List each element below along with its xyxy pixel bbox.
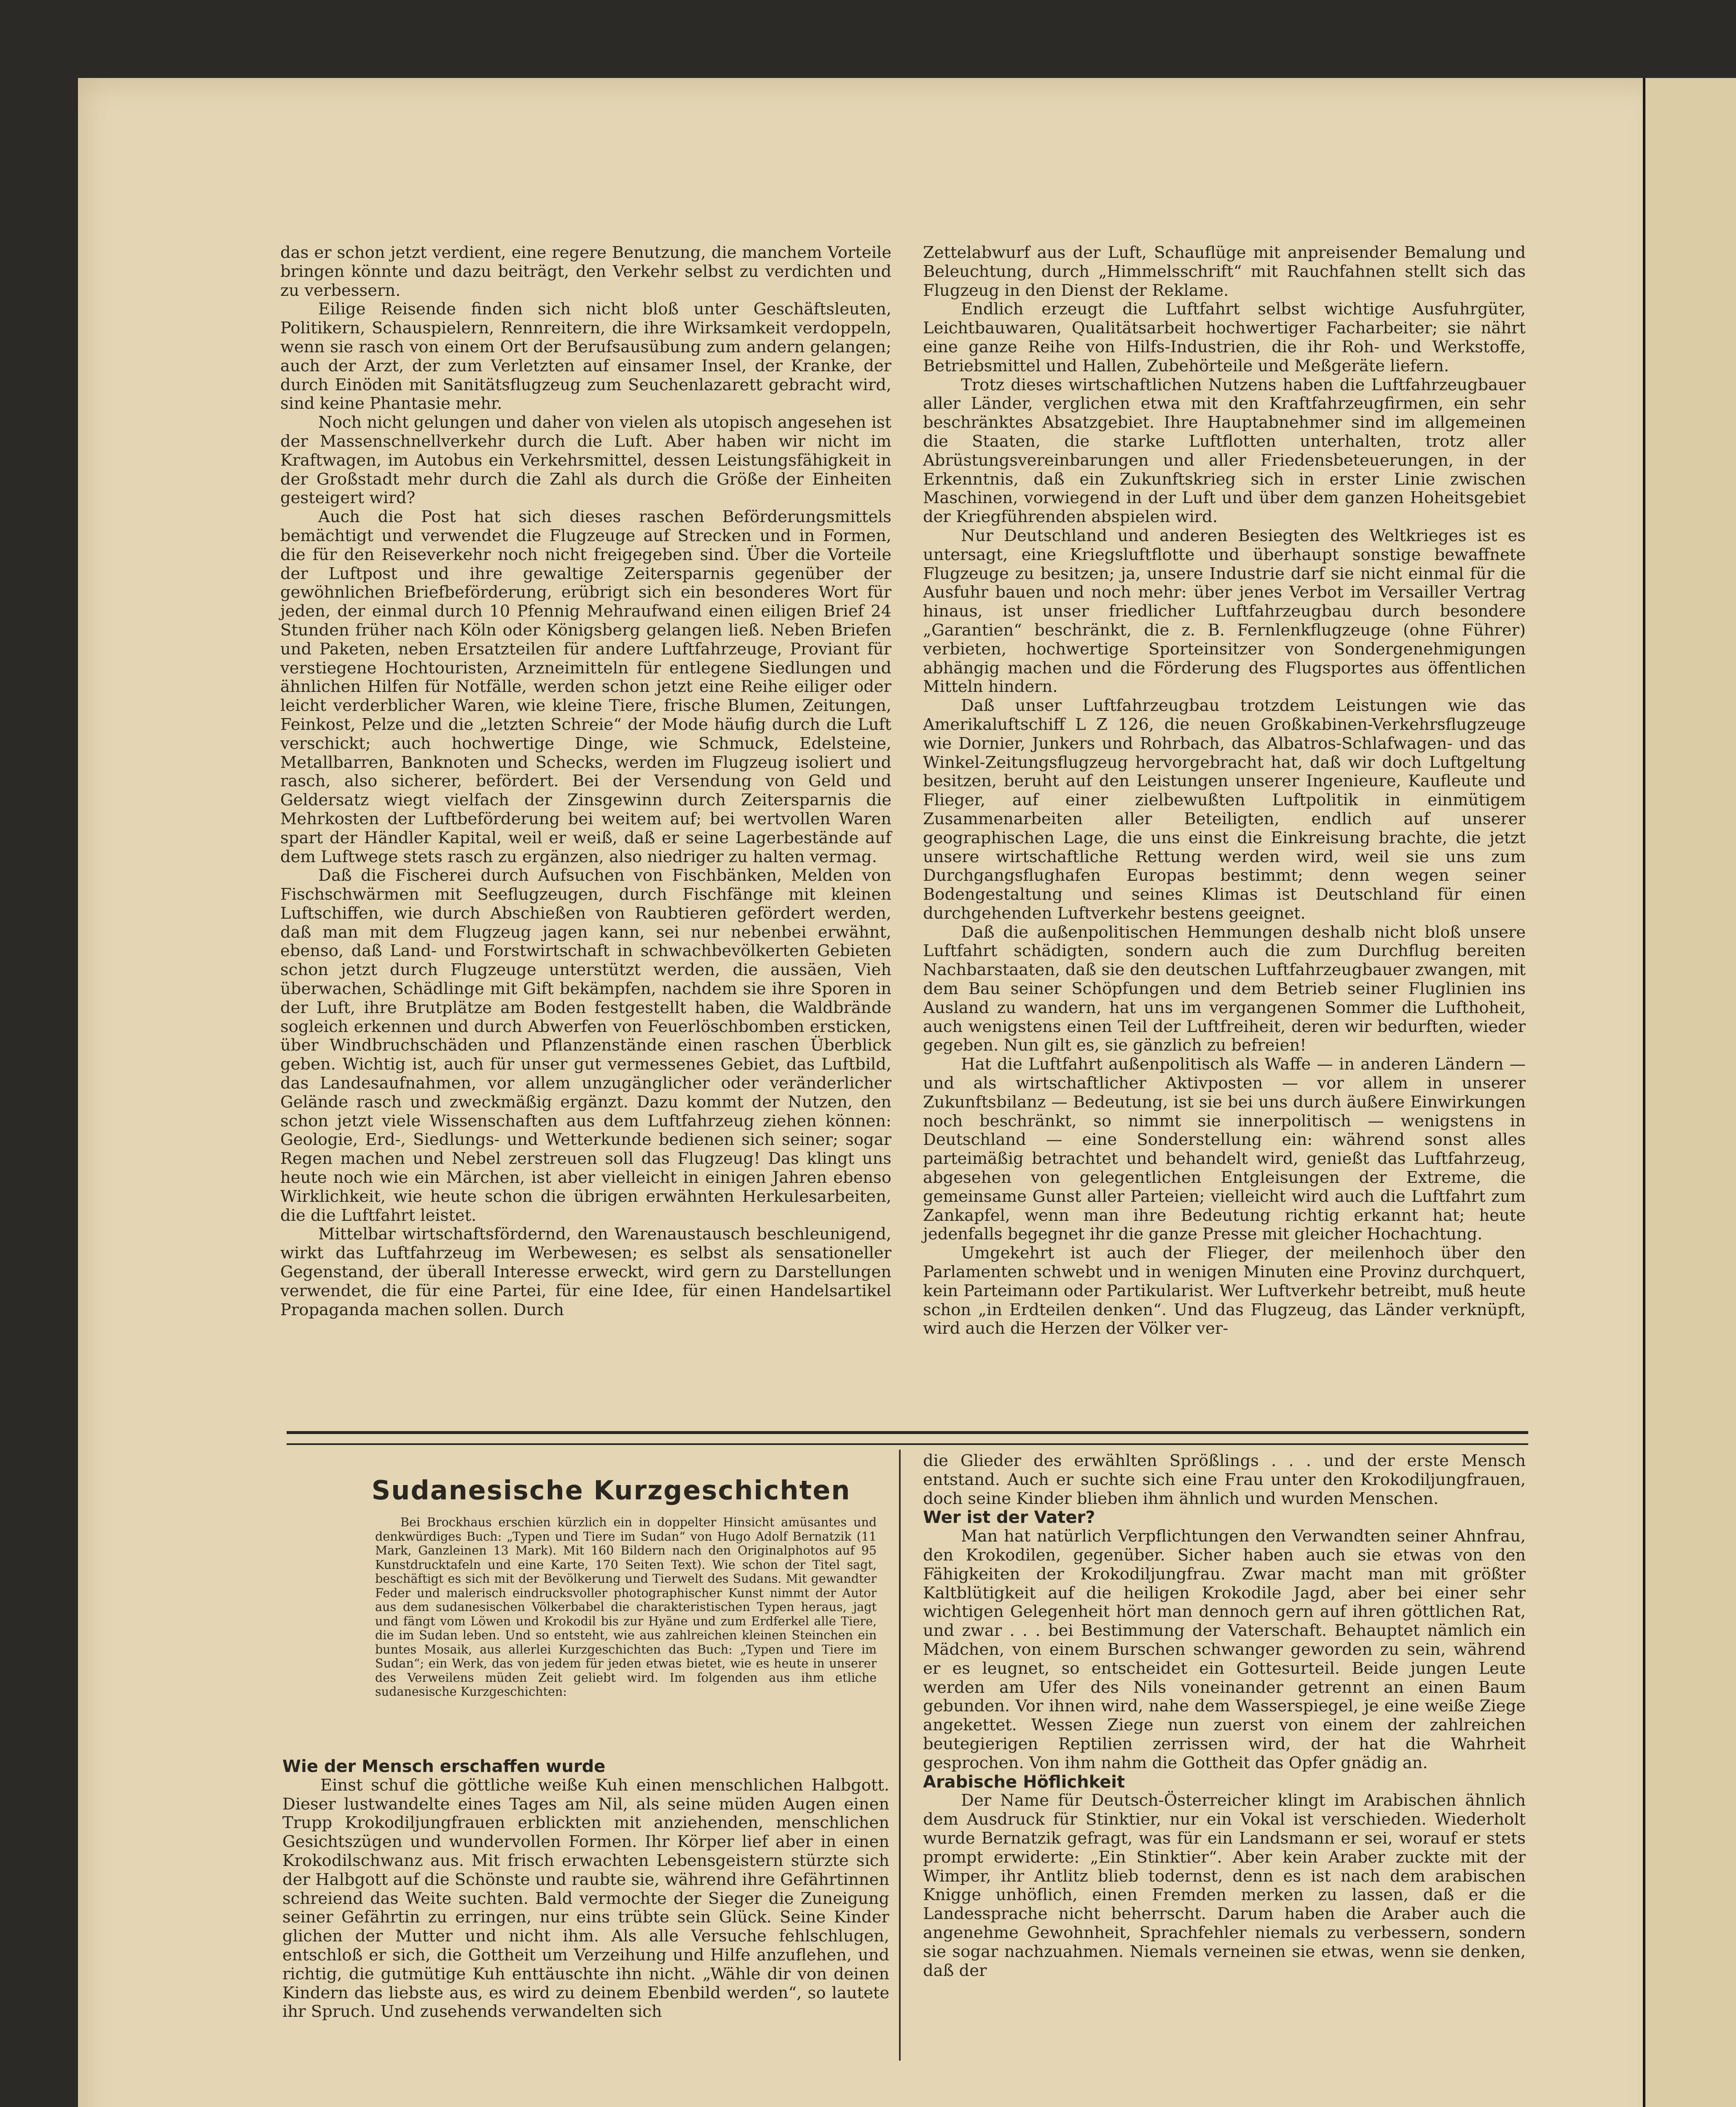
story-right-column bbox=[923, 1452, 1526, 1980]
story-headline: Sudanesische Kurzgeschichten bbox=[371, 1475, 851, 1506]
article-right-column bbox=[923, 244, 1526, 1338]
story-intro bbox=[375, 1515, 877, 1699]
story-left-column bbox=[282, 1757, 889, 2021]
paragraph: Auch die Post hat sich dieses raschen Beförderungsmittels bemächtigt und verwendet die Flugzeuge auf Strecken und in Formen, die für den Reiseverkehr noch nicht freigegeben sind. Über die Vorteile der Luftpost und ihre gewaltige Zeitersparnis gegenüber der gewöhnlichen Briefbeförderung, erübrigt sich ein besonderes Wort für jeden, der einmal durch 10 Pfennig Mehraufwand einen eiligen Brief 24 Stunden früher nach Köln oder Königsberg gelangen ließ. Neben Briefen und Paketen, neben Ersatzteilen für andere Luftfahrzeuge, Proviant für verstiegene Hochtouristen, Arzneimitteln für entlegene Siedlungen und ähnlichen Hilfen für Notfälle, werden schon jetzt eine Reihe eiliger oder leicht verderblicher Waren, wie kleine Tiere, frische Blumen, Zeitungen, Feinkost, Pelze und die „letzten Schreie“ der Mode häufig durch die Luft verschickt; auch hochwertige Dinge, wie Schmuck, Edelsteine, Metallbarren, Banknoten und Schecks, werden im Flugzeug isoliert und rasch, also sicherer, befördert. Bei der Versendung von Geld und Geldersatz wiegt vielfach der Zinsgewinn durch Zeitersparnis die Mehrkosten der Luftbeförderung bei weitem auf; bei wertvollen Waren spart der Händler Kapital, weil er weiß, daß er seine Lagerbestände auf dem Luftwege stets rasch zu ergänzen, also niedriger zu halten vermag. bbox=[280, 507, 891, 866]
section-divider bbox=[287, 1431, 1528, 1445]
paragraph: Zettelabwurf aus der Luft, Schauflüge mit anpreisender Bemalung und Beleuchtung, durch „Himmelsschrift“ mit Rauchfahnen stellt sich das Flugzeug in den Dienst der Reklame. bbox=[923, 243, 1526, 300]
paragraph: Noch nicht gelungen und daher von vielen als utopisch angesehen ist der Massenschnellverkehr durch die Luft. Aber haben wir nicht im Kraftwagen, im Autobus ein Verkehrsmittel, dessen Leistungsfähigkeit in der Großstadt mehr durch die Zahl als durch die Größe der Einheiten gesteigert wird? bbox=[280, 413, 891, 508]
paragraph: das er schon jetzt verdient, eine regere Benutzung, die manchem Vorteile bringen könnte und dazu beiträgt, den Verkehr selbst zu verdichten und zu verbessern. bbox=[280, 243, 891, 300]
paragraph: Endlich erzeugt die Luftfahrt selbst wichtige Ausfuhrgüter, Leichtbauwaren, Qualitätsarbeit hochwertiger Facharbeiter; sie nährt eine ganze Reihe von Hilfs-Industrien, die ihr Roh- und Werkstoffe, Betriebsmittel und Hallen, Zubehörteile und Meßgeräte liefern. bbox=[923, 300, 1526, 375]
subheading: Arabische Höflichkeit bbox=[923, 1772, 1125, 1792]
paragraph: Daß die Fischerei durch Aufsuchen von Fischbänken, Melden von Fischschwärmen mit Seeflugzeugen, durch Fischfänge mit kleinen Luftschiffen, wie durch Abschießen von Raubtieren gefördert werden, daß man mit dem Flugzeug jagen kann, sei nur nebenbei erwähnt, ebenso, daß Land- und Forstwirtschaft in schwachbevölkerten Gebieten schon jetzt durch Flugzeuge unterstützt werden, die aussäen, Vieh überwachen, Schädlinge mit Gift bekämpfen, nachdem sie ihre Sporen in der Luft, ihre Brutplätze am Boden festgestellt haben, die Waldbrände sogleich erkennen und durch Abwerfen von Feuerlöschbomben ersticken, über Windbruchschäden und Pflanzenstände einen raschen Überblick geben. Wichtig ist, auch für unser gut vermessenes Gebiet, das Luftbild, das Landesaufnahmen, vor allem unzugänglicher oder veränderlicher Gelände rasch und zweckmäßig ergänzt. Dazu kommt der Nutzen, den schon jetzt viele Wissenschaften aus dem Luftfahrzeug ziehen können: Geologie, Erd-, Siedlungs- und Wetterkunde bedienen sich seiner; sogar Regen machen und Nebel zerstreuen soll das Flugzeug! Das klingt uns heute noch wie ein Märchen, ist aber vielleicht in einigen Jahren ebenso Wirklichkeit, wie heute schon die übrigen erwähnten Herkulesarbeiten, die die Luftfahrt leistet. bbox=[280, 866, 891, 1225]
column-rule bbox=[899, 1450, 901, 2061]
paragraph: Daß die außenpolitischen Hemmungen deshalb nicht bloß unsere Luftfahrt schädigten, sondern auch die zum Durchflug bereiten Nachbarstaaten, daß sie den deutschen Luftfahrzeugbauer zwangen, mit dem Bau seiner Schöpfungen und dem Betrieb seiner Fluglinien ins Ausland zu wandern, hat uns im vergangenen Sommer die Lufthoheit, auch wenigstens einen Teil der Luftfreiheit, deren wir bedurften, wieder gegeben. Nun gilt es, sie gänzlich zu befreien! bbox=[923, 922, 1526, 1055]
paragraph: Umgekehrt ist auch der Flieger, der meilenhoch über den Parlamenten schwebt und in wenigen Minuten eine Provinz durchquert, kein Parteimann oder Partikularist. Wer Luftverkehr betreibt, muß heute schon „in Erdteilen denken“. Und das Flugzeug, das Länder verknüpft, wird auch die Herzen der Völker ver- bbox=[923, 1244, 1526, 1338]
adjacent-page-edge bbox=[1643, 78, 1736, 2107]
paragraph: Trotz dieses wirtschaftlichen Nutzens haben die Luftfahrzeugbauer aller Länder, verglichen etwa mit den Kraftfahrzeugfirmen, ein sehr beschränktes Absatzgebiet. Ihre Hauptabnehmer sind im allgemeinen die Staaten, die starke Luftflotten unterhalten, trotz aller Abrüstungsvereinbarungen und aller Friedensbeteuerungen, in der Erkenntnis, daß ein Zukunftskrieg sich in erster Linie zwischen Maschinen, vorwiegend in der Luft und über dem ganzen Hoheitsgebiet der Kriegführenden abspielen wird. bbox=[923, 375, 1526, 527]
paragraph: Einst schuf die göttliche weiße Kuh einen menschlichen Halbgott. Dieser lustwandelte eines Tages am Nil, als seine müden Augen einen Trupp Krokodiljungfrauen erblickten mit anziehenden, menschlichen Gesichtszügen und wundervollen Formen. Ihr Körper lief aber in einen Krokodilschwanz aus. Mit frisch erwachten Lebensgeistern stürzte sich der Halbgott auf die Schönste und raubte sie, während ihre Gefährtinnen schreiend das Weite suchten. Bald vermochte der Sieger die Zuneigung seiner Gefährtin zu erringen, nur eins trübte sein Glück. Seine Kinder glichen der Mutter und nicht ihm. Als alle Versuche fehlschlugen, entschloß er sich, die Gottheit um Verzeihung und Hilfe anzuflehen, und richtig, die gutmütige Kuh enttäuschte ihn nicht. „Wähle dir von deinen Kindern das liebste aus, es wird zu deinem Ebenbild werden“, so lautete ihr Spruch. Und zusehends verwandelten sich bbox=[282, 1775, 889, 2021]
paragraph: Nur Deutschland und anderen Besiegten des Weltkrieges ist es untersagt, eine Kriegsluftflotte und überhaupt sonstige bewaffnete Flugzeuge zu besitzen; ja, unsere Industrie darf sie nicht einmal für die Ausfuhr bauen und noch mehr: über jenes Verbot im Versailler Vertrag hinaus, ist unser friedlicher Luftfahrzeugbau durch besondere „Garantien“ beschränkt, die z. B. Fernlenkflugzeuge (ohne Führer) verbieten, hochwertige Sporteinsitzer von Sondergenehmigungen abhängig machen und die Förderung des Flugsportes aus öffentlichen Mitteln hindern. bbox=[923, 526, 1526, 697]
paragraph: Der Name für Deutsch-Österreicher klingt im Arabischen ähnlich dem Ausdruck für Stinktier, nur ein Vokal ist verschieden. Wiederholt wurde Bernatzik gefragt, was für ein Landsmann er sei, worauf er stets prompt erwiderte: „Ein Stinktier“. Aber kein Araber zuckte mit der Wimper, ihr Antlitz blieb todernst, denn es ist nach dem arabischen Knigge unhöflich, einen Fremden merken zu lassen, daß er die Landessprache nicht beherrscht. Darum haben die Araber auch die angenehme Gewohnheit, Sprachfehler niemals zu verbessern, sondern sie sogar nachzuahmen. Niemals verneinen sie etwas, wenn sie denken, daß der bbox=[923, 1791, 1526, 1980]
paragraph: die Glieder des erwählten Sprößlings . . . und der erste Mensch entstand. Auch er suchte sich eine Frau unter den Krokodiljungfrauen, doch seine Kinder blieben ihm ähnlich und wurden Menschen. bbox=[923, 1451, 1526, 1508]
article-left-column bbox=[280, 244, 891, 1319]
intro-paragraph: Bei Brockhaus erschien kürzlich ein in doppelter Hinsicht amüsantes und denkwürdiges Buch: „Typen und Tiere im Sudan“ von Hugo Adolf Bernatzik (11 Mark, Ganzleinen 13 Mark). Mit 160 Bildern nach den Originalphotos auf 95 Kunstdrucktafeln und eine Karte, 170 Seiten Text). Wie schon der Titel sagt, beschäftigt es sich mit der Bevölkerung und Tierwelt des Sudans. Mit gewandter Feder und malerisch eindrucksvoller photographischer Kunst nimmt der Autor aus dem sudanesischen Völkerbabel die charakteristischen Typen heraus, jagt und fängt vom Löwen und Krokodil bis zur Hyäne und zum Erdferkel alle Tiere, die im Sudan leben. Und so entsteht, wie aus zahlreichen kleinen Steinchen ein buntes Mosaik, aus allerlei Kurzgeschichten das Buch: „Typen und Tiere im Sudan“; ein Werk, das von jedem für jeden etwas bietet, wie es heute in unserer des Verweilens müden Zeit geliebt wird. Im folgenden aus ihm etliche sudanesische Kurzgeschichten: bbox=[375, 1515, 877, 1699]
paragraph: Mittelbar wirtschaftsfördernd, den Warenaustausch beschleunigend, wirkt das Luftfahrzeug im Werbewesen; es selbst als sensationeller Gegenstand, der überall Interesse erweckt, wird gern zu Darstellungen verwendet, die für eine Partei, für eine Idee, für einen Handelsartikel Propaganda machen sollen. Durch bbox=[280, 1225, 891, 1319]
paragraph: Daß unser Luftfahrzeugbau trotzdem Leistungen wie das Amerikaluftschiff L Z 126, die neuen Großkabinen-Verkehrsflugzeuge wie Dornier, Junkers und Rohrbach, das Albatros-Schlafwagen- und das Winkel-Zeitungsflugzeug hervorgebracht hat, daß wir doch Luftgeltung besitzen, beruht auf den Leistungen unserer Ingenieure, Kaufleute und Flieger, auf einer zielbewußten Luftpolitik in einmütigem Zusammenarbeiten aller Beteiligten, endlich auf unserer geographischen Lage, die uns einst die Einkreisung brachte, die jetzt unsere wirtschaftliche Rettung werden wird, weil sie uns zum Durchgangsflughafen Europas bestimmt; denn wegen seiner Bodengestaltung und seines Klimas ist Deutschland für einen durchgehenden Luftverkehr bestens geeignet. bbox=[923, 696, 1526, 923]
subheading: Wer ist der Vater? bbox=[923, 1508, 1095, 1528]
paragraph: Hat die Luftfahrt außenpolitisch als Waffe — in anderen Ländern — und als wirtschaftlicher Aktivposten — vor allem in unserer Zukunftsbilanz — Bedeutung, ist sie bei uns durch äußere Einwirkungen noch beschränkt, so nimmt sie innerpolitisch — wenigstens in Deutschland — eine Sonderstellung ein: während sonst alles parteimäßig betrachtet und behandelt wird, genießt das Luftfahrzeug, abgesehen von gelegentlichen Entgleisungen der Extreme, die gemeinsame Gunst aller Parteien; vielleicht wird auch die Luftfahrt zum Zankapfel, wenn man ihre Bedeutung richtig erkannt hat; heute jedenfalls begegnet ihr die ganze Presse mit gleicher Hochachtung. bbox=[923, 1055, 1526, 1244]
paragraph: Man hat natürlich Verpflichtungen den Verwandten seiner Ahnfrau, den Krokodilen, gegenüber. Sicher haben auch sie etwas von den Fähigkeiten der Krokodiljungfrau. Zwar macht man mit größter Kaltblütigkeit auf die heiligen Krokodile Jagd, aber bei einer sehr wichtigen Gelegenheit hört man dennoch gern auf ihren göttlichen Rat, und zwar . . . bei Bestimmung der Vaterschaft. Behauptet nämlich ein Mädchen, von einem Burschen schwanger geworden zu sein, während er es leugnet, so entscheidet ein Gottesurteil. Beide jungen Leute werden am Ufer des Nils voneinander getrennt an einen Baum gebunden. Vor ihnen wird, nahe dem Wasserspiegel, je eine weiße Ziege angekettet. Wessen Ziege nun zuerst von einem der zahlreichen beutegierigen Reptilien zerrissen wird, der hat die Wahrheit gesprochen. Von ihm nahm die Gottheit das Opfer gnädig an. bbox=[923, 1527, 1526, 1772]
paragraph: Eilige Reisende finden sich nicht bloß unter Geschäftsleuten, Politikern, Schauspielern, Rennreitern, die ihre Wirksamkeit verdoppeln, wenn sie rasch von einem Ort der Berufsausübung zum andern gelangen; auch der Arzt, der zum Verletzten auf einsamer Insel, der Kranke, der durch Einöden mit Sanitätsflugzeug zum Seuchenlazarett gebracht wird, sind keine Phantasie mehr. bbox=[280, 300, 891, 413]
subheading: Wie der Mensch erschaffen wurde bbox=[282, 1757, 606, 1776]
